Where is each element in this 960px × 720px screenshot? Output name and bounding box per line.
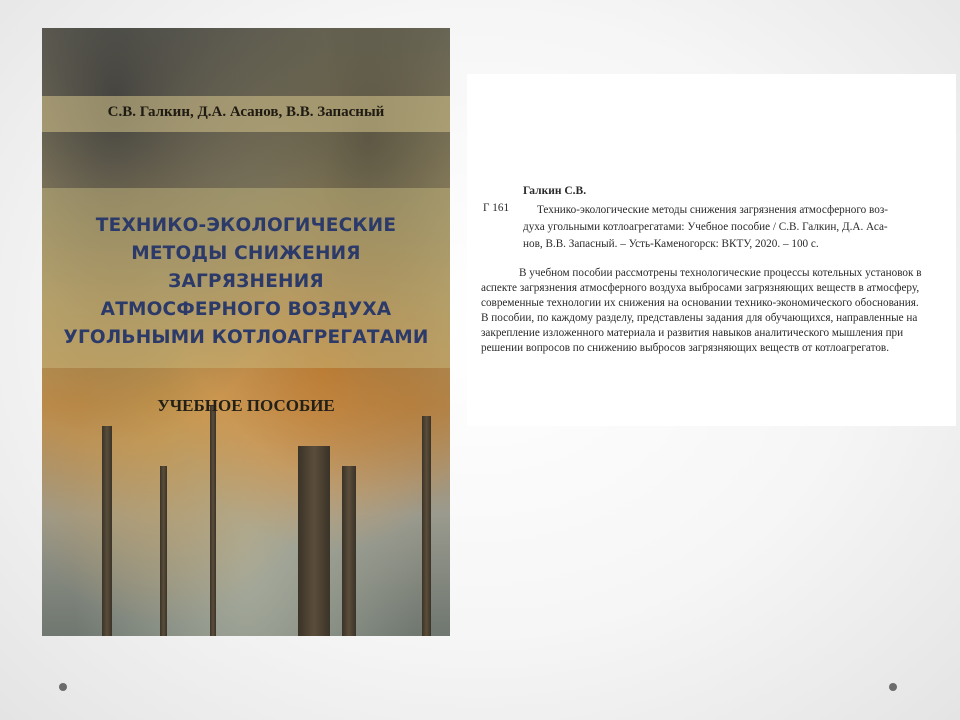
card-author: Галкин С.В. [523, 185, 587, 197]
bibliographic-card [467, 74, 956, 426]
smokestack [422, 416, 431, 636]
smokestack [210, 406, 216, 636]
card-abstract-line: В учебном пособии рассмотрены технологические процессы котельных установок в [519, 267, 922, 279]
slide-bullet-dot-left [59, 683, 67, 691]
card-library-code: Г 161 [483, 202, 510, 214]
cover-title [58, 212, 434, 352]
smokestack [342, 466, 356, 636]
card-abstract-line: закрепление изложенного материала и развития навыков аналитического мышления при [481, 327, 904, 339]
cover-title-line: ТЕХНИКО-ЭКОЛОГИЧЕСКИЕ [95, 215, 397, 236]
cover-title-line: ЗАГРЯЗНЕНИЯ [168, 271, 324, 292]
smokestack [298, 446, 330, 636]
cover-authors: С.В. Галкин, Д.А. Асанов, В.В. Запасный [107, 104, 385, 120]
book-cover-image [42, 28, 450, 636]
card-description-line: Технико-экологические методы снижения загрязнения атмосферного воз- [537, 204, 888, 216]
card-description-line: нов, В.В. Запасный. – Усть-Каменогорск: ВКТУ, 2020. – 100 с. [523, 238, 819, 250]
card-abstract-line: аспекте загрязнения атмосферного воздуха выбросами загрязняющих веществ в атмосферу, [481, 282, 920, 294]
slide-bullet-dot-right [889, 683, 897, 691]
card-abstract-line: современные технологии их снижения на основании технико-экономического обоснования. [481, 297, 919, 309]
cover-subtitle: УЧЕБНОЕ ПОСОБИЕ [157, 396, 335, 415]
card-abstract-line: решении вопросов по снижению выбросов загрязняющих веществ от котлоагрегатов. [481, 342, 889, 354]
cover-title-line: МЕТОДЫ СНИЖЕНИЯ [131, 243, 361, 264]
smokestack [160, 466, 167, 636]
cover-title-line: АТМОСФЕРНОГО ВОЗДУХА [100, 299, 392, 320]
card-abstract-line: В пособии, по каждому разделу, представлены задания для обучающихся, направленные на [481, 312, 918, 324]
cover-title-line: УГОЛЬНЫМИ КОТЛОАГРЕГАТАМИ [63, 327, 429, 348]
smokestack [102, 426, 112, 636]
card-description-line: духа угольными котлоагрегатами: Учебное пособие / С.В. Галкин, Д.А. Аса- [523, 221, 888, 233]
